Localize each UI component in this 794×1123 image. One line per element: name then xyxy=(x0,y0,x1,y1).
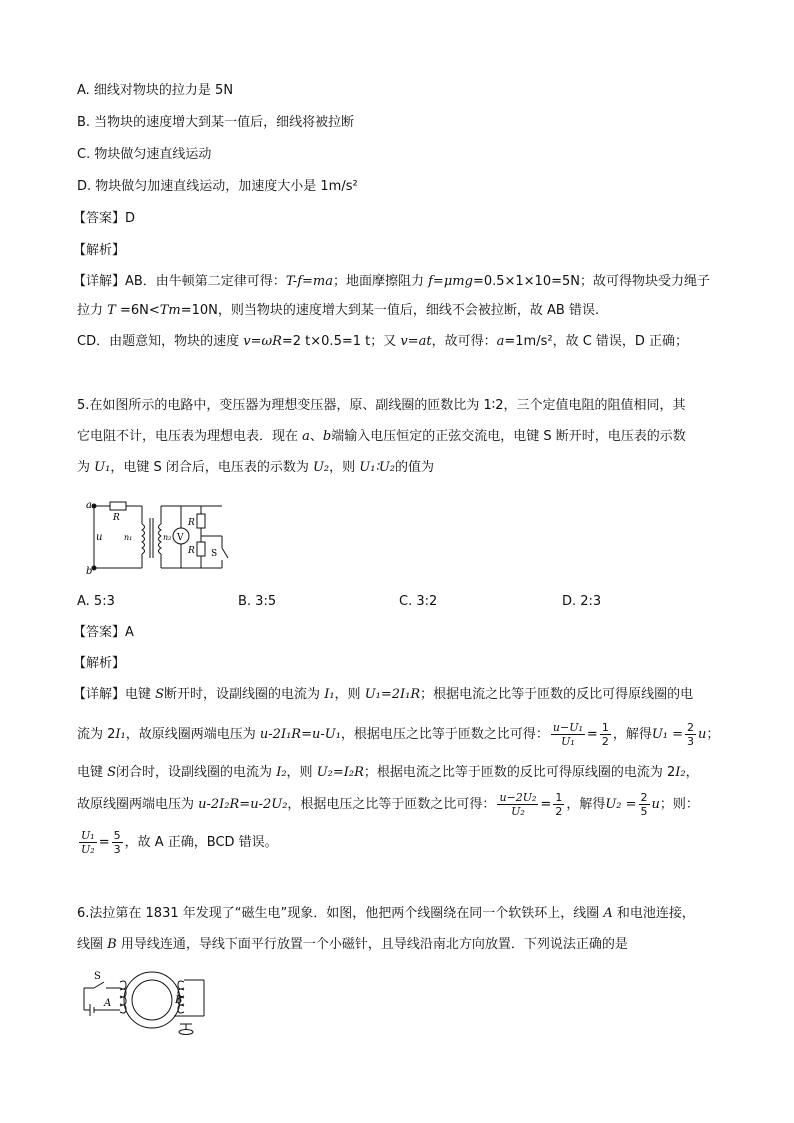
q5-detail-text: 断开时，设副线圈的电流为 xyxy=(164,687,325,702)
formula: S xyxy=(107,765,117,780)
q6-stem-text: 6.法拉第在 1831 年发现了“磁生电”现象．如图，他把两个线圈绕在同一个软铁环上，线圈 xyxy=(77,906,604,921)
q4-detail-text: ，故可得： xyxy=(431,334,497,349)
q5-detail-text: 闭合时，设副线圈的电流为 xyxy=(116,765,277,780)
q5-stem-text: 、 xyxy=(309,429,323,444)
q4-detail-text: 【详解】AB．由牛顿第二定律可得： xyxy=(73,274,286,289)
q6-stem-text: 用导线连通，导线下面平行放置一个小磁针，且导线沿南北方向放置．下列说法正确的是 xyxy=(116,937,628,952)
label-r3: R xyxy=(188,546,195,556)
q5-stem-line-3 xyxy=(77,459,434,477)
q5-stem-line-1: 5.在如图所示的电路中，变压器为理想变压器，原、副线圈的匝数比为 1∶2，三个定值电阻的阻值相同，其 xyxy=(77,398,686,413)
q4-detail-text: CD．由题意知，物块的速度 xyxy=(77,334,244,349)
q4-detail-line-3 xyxy=(77,333,688,351)
q5-detail-line-1 xyxy=(73,686,693,704)
formula: f=μmg xyxy=(428,274,473,289)
formula: B xyxy=(107,937,117,952)
fraction: $\frac{\text{u−2U₂}}{\text{U₂}}$ xyxy=(499,791,537,818)
label-s: S xyxy=(94,971,101,982)
formula: U₂=I₂R xyxy=(316,765,364,780)
q5-detail-text: ，故原线圈两端电压为 xyxy=(125,727,260,742)
formula: U₁=2I₁R xyxy=(364,687,421,702)
q5-detail-text: ，根据电压之比等于匝数之比可得： xyxy=(340,727,549,742)
resistor-r2 xyxy=(197,514,205,528)
q4-detail-text: ；地面摩擦阻力 xyxy=(332,274,429,289)
q5-detail-line-2 xyxy=(77,718,719,752)
formula: S xyxy=(155,687,165,702)
formula: I₁ xyxy=(115,727,126,742)
q5-detail-text: ，故 A 正确，BCD 错误。 xyxy=(124,835,278,850)
q5-stem-text: 它电阻不计，电压表为理想电表．现在 xyxy=(77,429,303,444)
formula: T-f=ma xyxy=(285,274,333,289)
q5-detail-text: ；根据电流之比等于匝数的反比可得原线圈的电流为 2 xyxy=(363,765,676,780)
formula: I₁ xyxy=(324,687,335,702)
q5-option-a: A. 5:3 xyxy=(77,594,115,609)
formula: U₁ = xyxy=(651,727,684,742)
label-n2: n₂ xyxy=(163,533,172,542)
q4-detail-line-1 xyxy=(73,273,710,291)
q5-stem-text: 为 xyxy=(77,460,95,475)
formula: u-2I₂R=u-2U₂ xyxy=(198,797,288,812)
label-s: S xyxy=(211,549,218,559)
q5-detail-text: ，解得 xyxy=(566,797,606,812)
q5-analysis-label: 【解析】 xyxy=(73,656,126,671)
formula: U₁ xyxy=(94,460,111,475)
secondary-coil xyxy=(159,524,162,554)
q5-option-c: C. 3:2 xyxy=(399,594,438,609)
fraction: $\frac{1}{2}$ xyxy=(601,721,609,748)
q5-detail-text: ，根据电压之比等于匝数之比可得： xyxy=(287,797,496,812)
primary-coil xyxy=(142,524,145,554)
q4-detail-text: =0.5×1×10=5N；故可得物块受力绳子 xyxy=(472,274,710,289)
formula: v=at xyxy=(400,334,432,349)
label-r1: R xyxy=(113,513,120,523)
q5-stem-text: 的值为 xyxy=(395,460,435,475)
q5-detail-text: 【详解】电键 xyxy=(73,687,156,702)
q5-option-b: B. 3:5 xyxy=(238,594,277,609)
switch-s xyxy=(94,982,104,988)
q4-detail-text: 拉力 xyxy=(77,303,108,318)
formula: a xyxy=(496,334,505,349)
fraction: $\frac{\text{U₁}}{\text{U₂}}$ xyxy=(81,829,95,856)
q5-detail-text: ，则 xyxy=(334,687,365,702)
q5-stem-text: ，则 xyxy=(329,460,360,475)
formula: I₂ xyxy=(276,765,287,780)
formula: u-2I₁R=u-U₁ xyxy=(259,727,341,742)
fraction: $\frac{2}{5}$ xyxy=(640,791,648,818)
q4-detail-text: =10N，则当物块的速度增大到某一值后，细线不会被拉断，故 AB 错误. xyxy=(180,303,600,318)
formula: U₂ = xyxy=(605,797,637,812)
equals-sign: = xyxy=(586,727,598,742)
q4-option-b: B. 当物块的速度增大到某一值后，细线将被拉断 xyxy=(77,115,355,130)
compass-base xyxy=(179,1030,193,1035)
q5-detail-text: ， xyxy=(685,765,699,780)
q5-circuit-diagram xyxy=(84,496,234,578)
q4-detail-text: =6N< xyxy=(115,303,160,318)
formula: U₂ xyxy=(312,460,330,475)
q5-detail-line-3 xyxy=(77,764,699,782)
q5-detail-line-4 xyxy=(77,788,699,822)
label-v: V xyxy=(177,533,184,543)
formula: I₂ xyxy=(675,765,686,780)
q6-stem-line-2 xyxy=(77,936,628,954)
label-a: a xyxy=(86,500,92,511)
fraction: $\frac{\text{u−U₁}}{\text{U₁}}$ xyxy=(552,721,583,748)
q4-option-d: D. 物块做匀加速直线运动，加速度大小是 1m/s² xyxy=(77,179,358,194)
q5-detail-text: 电键 xyxy=(77,765,108,780)
q4-option-a: A. 细线对物块的拉力是 5N xyxy=(77,83,234,98)
formula: T xyxy=(107,303,116,318)
q4-analysis-label: 【解析】 xyxy=(73,243,126,258)
q5-detail-text: 流为 2 xyxy=(77,727,116,742)
q5-stem-text: 端输入电压恒定的正弦交流电，电键 S 断开时，电压表的示数 xyxy=(331,429,686,444)
label-a: A xyxy=(104,998,112,1009)
equals-sign: = xyxy=(540,797,552,812)
label-n1: n₁ xyxy=(124,533,133,542)
q4-detail-text: =2 t×0.5=1 t；又 xyxy=(281,334,401,349)
q5-stem-text: ，电键 S 闭合后，电压表的示数为 xyxy=(110,460,313,475)
formula: b xyxy=(322,429,332,444)
q5-detail-text: ，解得 xyxy=(612,727,652,742)
resistor-r1 xyxy=(110,502,126,510)
q6-iron-ring-diagram xyxy=(78,966,218,1041)
formula: a xyxy=(302,429,310,444)
q5-detail-text: ；根据电流之比等于匝数的反比可得原线圈的电 xyxy=(420,687,694,702)
q4-answer: 【答案】D xyxy=(73,211,136,226)
formula: u xyxy=(698,727,707,742)
formula: v=ωR xyxy=(243,334,282,349)
formula: A xyxy=(603,906,613,921)
formula: u xyxy=(651,797,660,812)
q6-stem-text: 和电池连接， xyxy=(612,906,695,921)
q5-detail-text: ； xyxy=(706,727,720,742)
fraction: $\frac{1}{2}$ xyxy=(555,791,563,818)
q5-answer: 【答案】A xyxy=(73,625,134,640)
q4-detail-line-2 xyxy=(77,302,599,320)
formula: U₁∶U₂ xyxy=(359,460,395,475)
q6-stem-text: 线圈 xyxy=(77,937,108,952)
resistor-r3 xyxy=(197,542,205,556)
q5-detail-line-5 xyxy=(77,826,278,860)
iron-ring-inner xyxy=(132,980,172,1020)
fraction: $\frac{2}{3}$ xyxy=(687,721,695,748)
q4-detail-text: =1m/s²，故 C 错误，D 正确； xyxy=(504,334,689,349)
switch-s xyxy=(222,548,228,558)
q5-detail-text: ；则： xyxy=(659,797,699,812)
q5-option-d: D. 2:3 xyxy=(562,594,602,609)
q4-option-c: C. 物块做匀速直线运动 xyxy=(77,147,212,162)
label-b: B xyxy=(175,995,183,1006)
equals-sign: = xyxy=(98,835,110,850)
label-r2: R xyxy=(188,518,195,528)
label-b: b xyxy=(86,566,93,577)
q5-detail-text: 故原线圈两端电压为 xyxy=(77,797,199,812)
q5-stem-line-2 xyxy=(77,428,686,446)
label-u: u xyxy=(96,532,103,543)
formula: Tm xyxy=(159,303,181,318)
fraction: $\frac{5}{3}$ xyxy=(113,829,121,856)
q5-detail-text: ，则 xyxy=(286,765,317,780)
q6-stem-line-1 xyxy=(77,905,695,923)
